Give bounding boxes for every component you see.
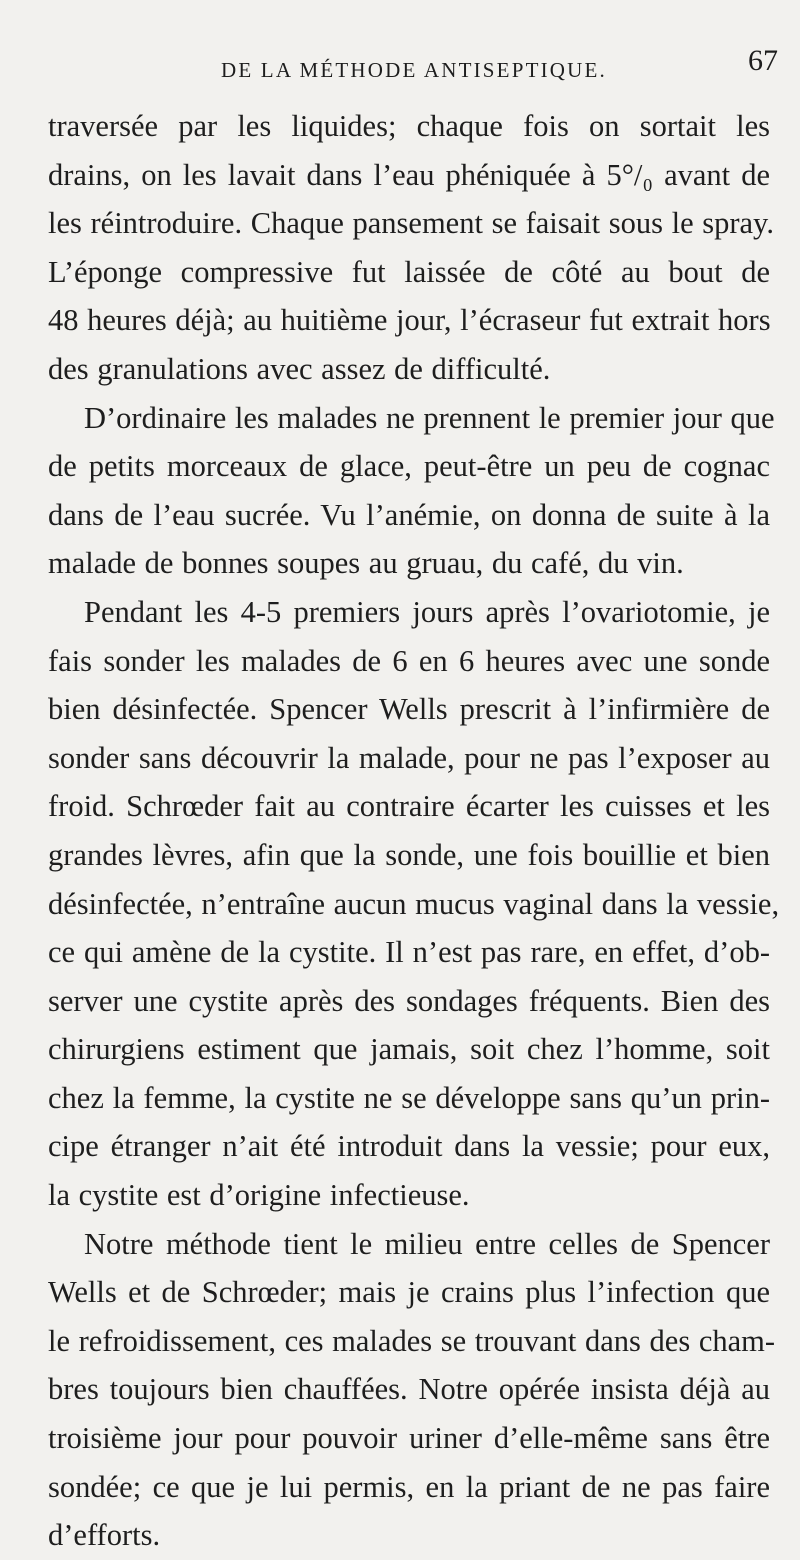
- text-line: désinfectée, n’entraîne aucun mucus vaginal dans la vessie,: [48, 886, 780, 921]
- text-line: 48 heures déjà; au huitième jour, l’écraseur fut extrait hors: [48, 303, 771, 338]
- text-line: malade de bonnes soupes au gruau, du café, du vin.: [48, 546, 684, 581]
- text-line: Pendant les 4-5 premiers jours après l’ovariotomie, je: [84, 594, 770, 629]
- text-line: fais sonder les malades de 6 en 6 heures avec une sonde: [48, 643, 770, 678]
- text-line: L’éponge compressive fut laissée de côté au bout de: [48, 254, 770, 289]
- text-line: sonder sans découvrir la malade, pour ne pas l’exposer au: [48, 740, 770, 775]
- text-line: server une cystite après des sondages fréquents. Bien des: [48, 983, 770, 1018]
- text-line: des granulations avec assez de difficulté.: [48, 351, 551, 386]
- text-line: chirurgiens estiment que jamais, soit chez l’homme, soit: [48, 1032, 770, 1067]
- text-line: drains, on les lavait dans l’eau phéniquée à 5°/₀ avant de: [48, 157, 770, 192]
- text-line: bres toujours bien chauffées. Notre opérée insista déjà au: [48, 1372, 770, 1407]
- text-line: traversée par les liquides; chaque fois on sortait les: [48, 109, 770, 143]
- text-line: bien désinfectée. Spencer Wells prescrit à l’infirmière de: [48, 692, 770, 727]
- text-line: grandes lèvres, afin que la sonde, une fois bouillie et bien: [48, 837, 770, 872]
- text-line: Notre méthode tient le milieu entre celles de Spencer: [84, 1226, 770, 1261]
- page-number: 67: [748, 44, 778, 77]
- text-line: chez la femme, la cystite ne se développe sans qu’un prin-: [48, 1080, 770, 1115]
- running-title: DE LA MÉTHODE ANTISEPTIQUE.: [220, 58, 608, 82]
- text-line: troisième jour pour pouvoir uriner d’elle-même sans être: [48, 1421, 770, 1456]
- text-line: les réintroduire. Chaque pansement se faisait sous le spray.: [48, 206, 774, 241]
- text-line: de petits morceaux de glace, peut-être un peu de cognac: [48, 449, 770, 484]
- text-line: dans de l’eau sucrée. Vu l’anémie, on donna de suite à la: [48, 497, 770, 532]
- text-line: le refroidissement, ces malades se trouvant dans des cham-: [48, 1323, 776, 1358]
- text-line: ce qui amène de la cystite. Il n’est pas rare, en effet, d’ob-: [48, 935, 770, 970]
- text-line: d’efforts.: [48, 1518, 161, 1553]
- book-page: [48, 0, 780, 1553]
- text-line: Wells et de Schrœder; mais je crains plus l’infection que: [48, 1275, 770, 1310]
- page-header: [48, 0, 780, 92]
- text-line: sondée; ce que je lui permis, en la priant de ne pas faire: [48, 1469, 770, 1504]
- text-line: froid. Schrœder fait au contraire écarter les cuisses et les: [48, 789, 770, 824]
- body-text: [48, 102, 780, 1560]
- text-line: la cystite est d’origine infectieuse.: [48, 1178, 470, 1213]
- text-line: cipe étranger n’ait été introduit dans la vessie; pour eux,: [48, 1129, 770, 1164]
- text-line: D’ordinaire les malades ne prennent le premier jour que: [84, 400, 775, 435]
